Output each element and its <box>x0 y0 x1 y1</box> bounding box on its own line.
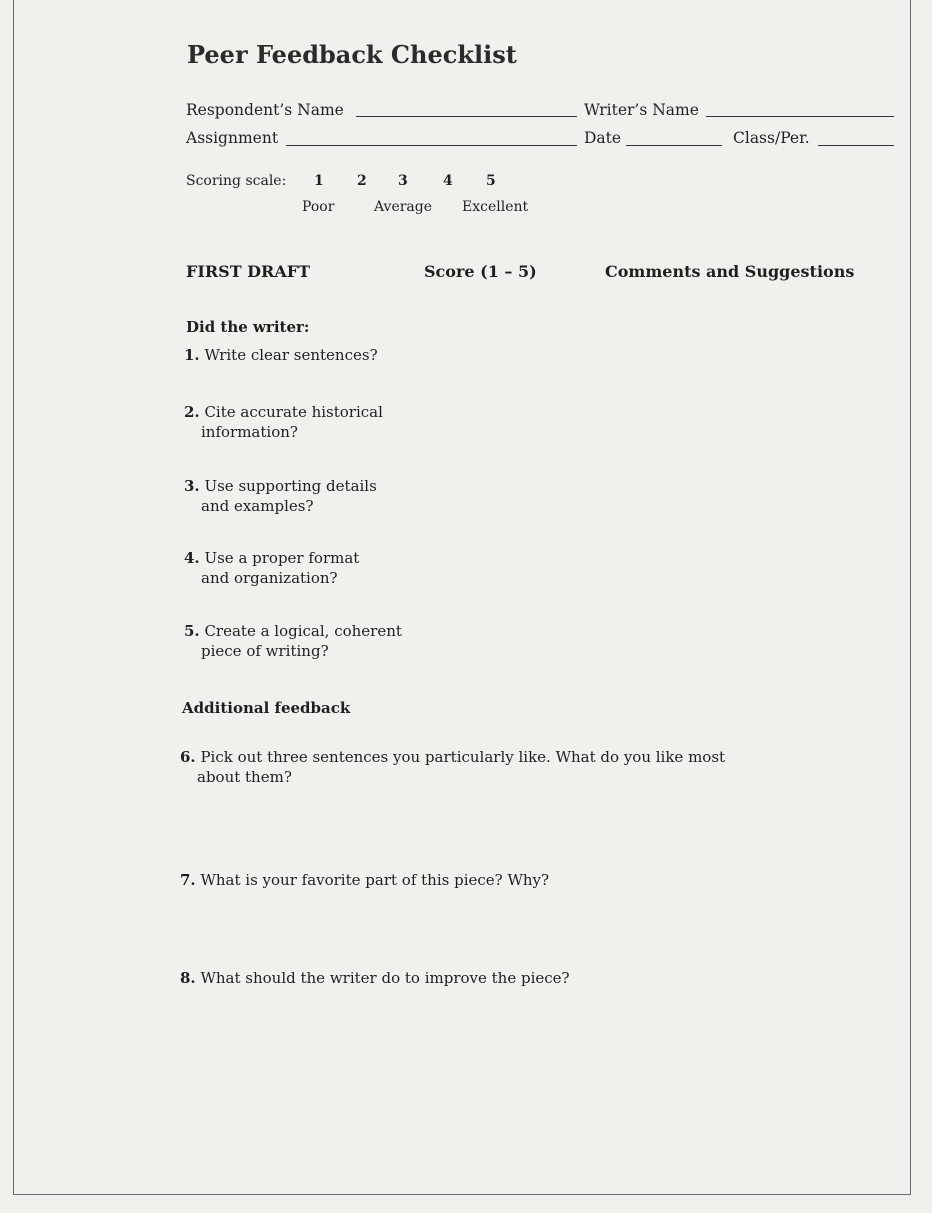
item-text: What is your favorite part of this piece? Why? <box>200 871 550 889</box>
item-number: 7. <box>180 871 196 889</box>
writer-name-label: Writer’s Name <box>584 101 699 119</box>
item-text-continued: information? <box>201 423 298 441</box>
feedback-question <box>180 870 549 890</box>
checklist-item <box>184 345 378 365</box>
class-per-label: Class/Per. <box>733 129 810 147</box>
item-text: Cite accurate historical <box>204 403 383 421</box>
writer-name-line[interactable] <box>706 116 894 117</box>
item-text: Write clear sentences? <box>204 346 378 364</box>
item-text-continued: and examples? <box>201 497 314 515</box>
item-number: 6. <box>180 748 196 766</box>
item-number: 4. <box>184 549 200 567</box>
checklist-item <box>184 621 402 661</box>
feedback-question <box>180 968 570 988</box>
scale-number: 1 <box>314 173 324 189</box>
item-number: 2. <box>184 403 200 421</box>
item-text: Use a proper format <box>204 549 360 567</box>
scale-number: 4 <box>443 173 453 189</box>
item-text: What should the writer do to improve the piece? <box>200 969 570 987</box>
did-the-writer-heading: Did the writer: <box>186 318 310 336</box>
score-heading: Score (1 – 5) <box>424 262 537 281</box>
scale-word-poor: Poor <box>302 199 335 215</box>
date-line[interactable] <box>626 145 722 146</box>
item-text-continued: about them? <box>197 768 292 786</box>
additional-feedback-heading: Additional feedback <box>182 699 351 717</box>
scale-number: 5 <box>486 173 496 189</box>
item-number: 5. <box>184 622 200 640</box>
first-draft-heading: FIRST DRAFT <box>186 262 311 281</box>
scale-number: 2 <box>357 173 367 189</box>
item-number: 8. <box>180 969 196 987</box>
assignment-line[interactable] <box>286 145 577 146</box>
scale-number: 3 <box>398 173 408 189</box>
comments-heading: Comments and Suggestions <box>605 262 855 281</box>
checklist-item <box>184 402 383 442</box>
page-border <box>13 0 911 1195</box>
item-number: 3. <box>184 477 200 495</box>
checklist-item <box>184 476 377 516</box>
checklist-item <box>184 548 359 588</box>
scoring-scale-label: Scoring scale: <box>186 173 287 189</box>
date-label: Date <box>584 129 622 147</box>
scale-word-excellent: Excellent <box>462 199 529 215</box>
item-text-continued: and organization? <box>201 569 338 587</box>
class-per-line[interactable] <box>818 145 894 146</box>
scale-word-average: Average <box>374 199 433 215</box>
page-title: Peer Feedback Checklist <box>187 40 517 69</box>
respondent-name-line[interactable] <box>356 116 577 117</box>
assignment-label: Assignment <box>186 129 279 147</box>
item-number: 1. <box>184 346 200 364</box>
feedback-question <box>180 747 725 787</box>
item-text: Use supporting details <box>204 477 377 495</box>
item-text: Pick out three sentences you particularly like. What do you like most <box>200 748 726 766</box>
respondent-name-label: Respondent’s Name <box>186 101 344 119</box>
item-text: Create a logical, coherent <box>204 622 402 640</box>
item-text-continued: piece of writing? <box>201 642 329 660</box>
